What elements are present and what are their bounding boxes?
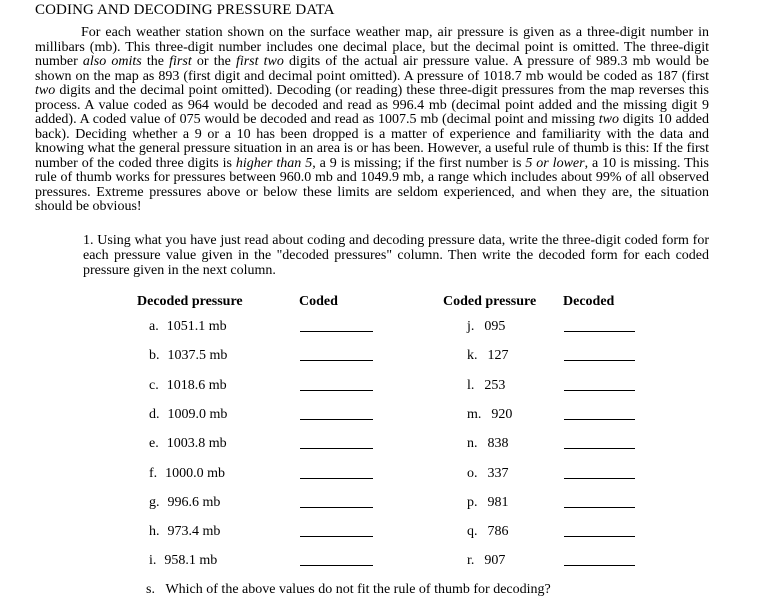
item-value: 973.4 mb xyxy=(167,524,221,539)
item-letter: q. xyxy=(467,524,478,539)
final-question xyxy=(146,582,551,598)
item-value: 907 xyxy=(484,553,506,568)
decoded-pressure-item xyxy=(149,407,227,423)
coded-pressure-item xyxy=(467,378,505,394)
page-title: CODING AND DECODING PRESSURE DATA xyxy=(35,2,335,18)
item-value: 958.1 mb xyxy=(164,553,218,568)
item-value: 253 xyxy=(484,378,506,393)
coded-pressure-item xyxy=(467,553,505,569)
item-value: 1018.6 mb xyxy=(166,378,227,393)
header-decoded-pressure: Decoded pressure xyxy=(137,294,243,309)
decoded-answer-blank[interactable] xyxy=(564,448,635,449)
item-value: 1003.8 mb xyxy=(166,436,227,451)
header-decoded: Decoded xyxy=(563,294,615,309)
decoded-pressure-item xyxy=(149,553,217,569)
item-value: 786 xyxy=(487,524,509,539)
item-letter: g. xyxy=(149,495,160,510)
coded-pressure-item xyxy=(467,319,505,335)
decoded-pressure-item xyxy=(149,378,227,394)
item-letter: h. xyxy=(149,524,160,539)
item-value: 838 xyxy=(487,436,509,451)
item-value: 1037.5 mb xyxy=(167,348,228,363)
item-value: 1051.1 mb xyxy=(166,319,227,334)
item-value: 996.6 mb xyxy=(167,495,221,510)
item-letter: l. xyxy=(467,378,475,393)
header-coded: Coded xyxy=(299,294,338,309)
item-letter: j. xyxy=(467,319,475,334)
item-letter: i. xyxy=(149,553,157,568)
coded-answer-blank[interactable] xyxy=(300,390,373,391)
coded-answer-blank[interactable] xyxy=(300,331,373,332)
coded-answer-blank[interactable] xyxy=(300,419,373,420)
item-letter: a. xyxy=(149,319,159,334)
coded-pressure-item xyxy=(467,348,509,364)
item-letter: c. xyxy=(149,378,159,393)
decoded-answer-blank[interactable] xyxy=(564,360,635,361)
decoded-answer-blank[interactable] xyxy=(564,419,635,420)
question-1: 1. Using what you have just read about coding and decoding pressure data, write the three-digit coded form for each pressure value given in the "decoded pressures" column. Then write the decoded form for each coded pressure given in the next column. xyxy=(83,233,709,278)
decoded-pressure-item xyxy=(149,495,220,511)
item-letter: n. xyxy=(467,436,478,451)
decoded-answer-blank[interactable] xyxy=(564,331,635,332)
item-letter: b. xyxy=(149,348,160,363)
final-question-letter: s. xyxy=(146,582,155,597)
item-value: 1000.0 mb xyxy=(165,466,226,481)
intro-paragraph: For each weather station shown on the surface weather map, air pressure is given as a three-digit number in millibars (mb). This three-digit number includes one decimal place, but the decimal point is omitted. The three-digit number also omits the first or the first two digits of the actual air pressure value. A pressure of 989.3 mb would be shown on the map as 893 (first digit and decimal point omitted). A pressure of 1018.7 mb would be coded as 187 (first two digits and the decimal point omitted). Decoding (or reading) these three-digit pressures from the map reverses this process. A value coded as 964 would be decoded and read as 996.4 mb (decimal point added and the missing digit 9 added). A coded value of 075 would be decoded and read as 1007.5 mb (decimal point and missing two digits 10 added back). Deciding whether a 9 or a 10 has been dropped is a matter of experience and familiarity with the data and knowing what the general pressure situation in an area is or has been. However, a useful rule of thumb is this: If the first number of the coded three digits is higher than 5, a 9 is missing; if the first number is 5 or lower, a 10 is missing. This rule of thumb works for pressures between 960.0 mb and 1049.9 mb, a range which includes about 99% of all observed pressures. Extreme pressures above or below these limits are seldom experienced, and when they are, the situation should be obvious! xyxy=(35,25,710,214)
item-letter: d. xyxy=(149,407,160,422)
item-value: 095 xyxy=(484,319,506,334)
coded-answer-blank[interactable] xyxy=(300,478,373,479)
item-letter: m. xyxy=(467,407,482,422)
coded-pressure-item xyxy=(467,466,509,482)
decoded-pressure-item xyxy=(149,524,220,540)
item-value: 337 xyxy=(487,466,509,481)
item-value: 920 xyxy=(491,407,513,422)
decoded-pressure-item xyxy=(149,319,227,335)
coded-pressure-item xyxy=(467,495,509,511)
decoded-answer-blank[interactable] xyxy=(564,565,635,566)
decoded-pressure-item xyxy=(149,466,225,482)
decoded-pressure-item xyxy=(149,436,227,452)
coded-pressure-item xyxy=(467,524,509,540)
coded-answer-blank[interactable] xyxy=(300,536,373,537)
item-letter: p. xyxy=(467,495,478,510)
coded-pressure-item xyxy=(467,407,512,423)
decoded-pressure-item xyxy=(149,348,227,364)
coded-answer-blank[interactable] xyxy=(300,565,373,566)
item-letter: o. xyxy=(467,466,478,481)
decoded-answer-blank[interactable] xyxy=(564,478,635,479)
item-value: 1009.0 mb xyxy=(167,407,228,422)
item-letter: r. xyxy=(467,553,475,568)
decoded-answer-blank[interactable] xyxy=(564,507,635,508)
coded-answer-blank[interactable] xyxy=(300,360,373,361)
coded-answer-blank[interactable] xyxy=(300,507,373,508)
item-letter: f. xyxy=(149,466,158,481)
item-letter: k. xyxy=(467,348,478,363)
item-letter: e. xyxy=(149,436,159,451)
decoded-answer-blank[interactable] xyxy=(564,390,635,391)
header-coded-pressure: Coded pressure xyxy=(443,294,537,309)
coded-pressure-item xyxy=(467,436,509,452)
decoded-answer-blank[interactable] xyxy=(564,536,635,537)
final-question-text: Which of the above values do not fit the rule of thumb for decoding? xyxy=(165,582,551,597)
item-value: 981 xyxy=(487,495,509,510)
coded-answer-blank[interactable] xyxy=(300,448,373,449)
item-value: 127 xyxy=(487,348,509,363)
